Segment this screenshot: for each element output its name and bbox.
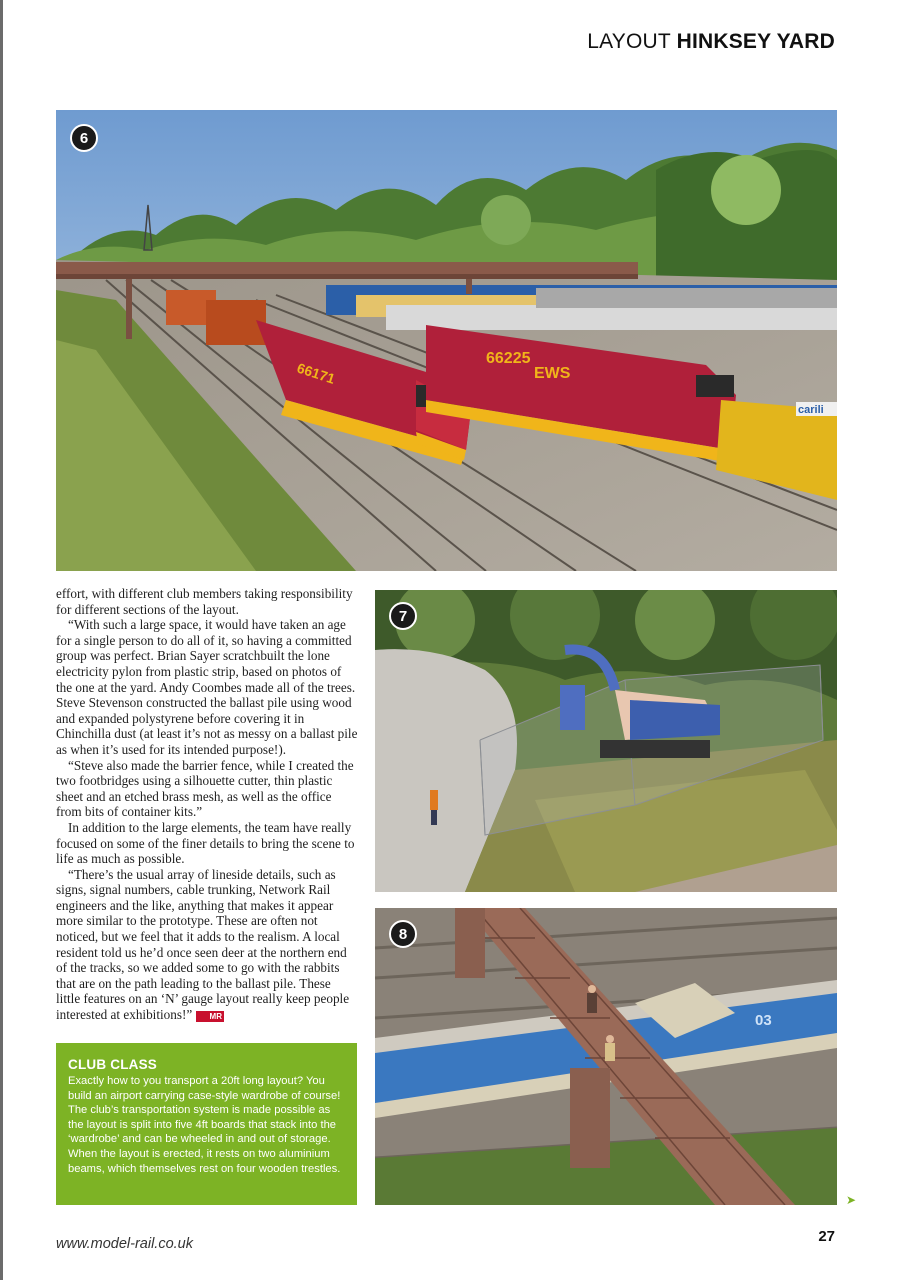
photo-7-excavator <box>375 590 837 892</box>
article-title: HINKSEY YARD <box>676 30 835 53</box>
photo-6-locomotives <box>56 110 837 571</box>
sidebar-body: Exactly how to you transport a 20ft long layout? You build an airport carrying case-style wardrobe of course! The club’s transportation system is made possible as the layout is split into five 4ft boards that stack into the ‘wardrobe’ and can be wheeled in and out of storage. When the layout is erected, it rests on two aluminium beams, which themselves rest on four wooden trestles. <box>68 1075 341 1175</box>
page-number: 27 <box>818 1228 835 1245</box>
page-spine <box>0 0 3 1280</box>
sidebar-title: CLUB CLASS <box>68 1057 157 1072</box>
wagon-text: carili <box>798 404 824 416</box>
photo-8-footbridge <box>375 908 837 1205</box>
paragraph: In addition to the large elements, the team have really focused on some of the finer details to bring the scene to life as much as possible. <box>56 819 355 867</box>
photo-number-badge: 8 <box>389 920 417 948</box>
page-header <box>587 30 835 54</box>
continue-arrow-icon: ➤ <box>846 1193 857 1207</box>
paragraph: effort, with different club members taking responsibility for different sections of the layout. <box>56 586 353 617</box>
paragraph: “Steve also made the barrier fence, while I created the two footbridges using a silhouette cutter, thin plastic sheet and an etched brass mesh, as well as the office from bits of container kits.” <box>56 757 354 820</box>
wagon-number-03: 03 <box>755 1012 772 1029</box>
loco-brand-ews: EWS <box>534 365 571 382</box>
paragraph-text: “There’s the usual array of lineside details, such as signs, signal numbers, cable trunking, Network Rail engineers and the like, anything that makes it appear more similar to the prototype. These are often not noticed, but we feel that it adds to the realism. A local resident told us he’d once seen deer at the northern end of the tracks, so we added some to go with the rabbits that are on the path leading to the ballast pile. These little features on an ‘N’ gauge layout really keep people interested at exhibitions!” <box>56 866 350 1023</box>
loco-number-66171: 66171 <box>295 359 338 387</box>
website-url: www.model-rail.co.uk <box>56 1236 193 1252</box>
article-body <box>56 586 358 1023</box>
photo-number-badge: 6 <box>70 124 98 152</box>
photo-number-badge: 7 <box>389 602 417 630</box>
mr-end-mark-icon: MR <box>196 1011 224 1022</box>
section-label: LAYOUT <box>587 30 671 53</box>
loco-number-66225: 66225 <box>486 350 531 367</box>
club-class-sidebar <box>56 1043 357 1205</box>
paragraph-final <box>56 867 358 1023</box>
paragraph: “With such a large space, it would have taken an age for a single person to do all of it, so having a committed group was perfect. Brian Sayer scratchbuilt the lone electricity pylon from plastic strip, based on photos of the one at the yard. Andy Coombes made all of the trees. Steve Stevenson constructed the ballast pile using wood and expanded polystyrene before covering it in Chinchilla dust (at least it’s not as messy on a ballast pile as when it’s used for its intended purpose!). <box>56 617 358 757</box>
